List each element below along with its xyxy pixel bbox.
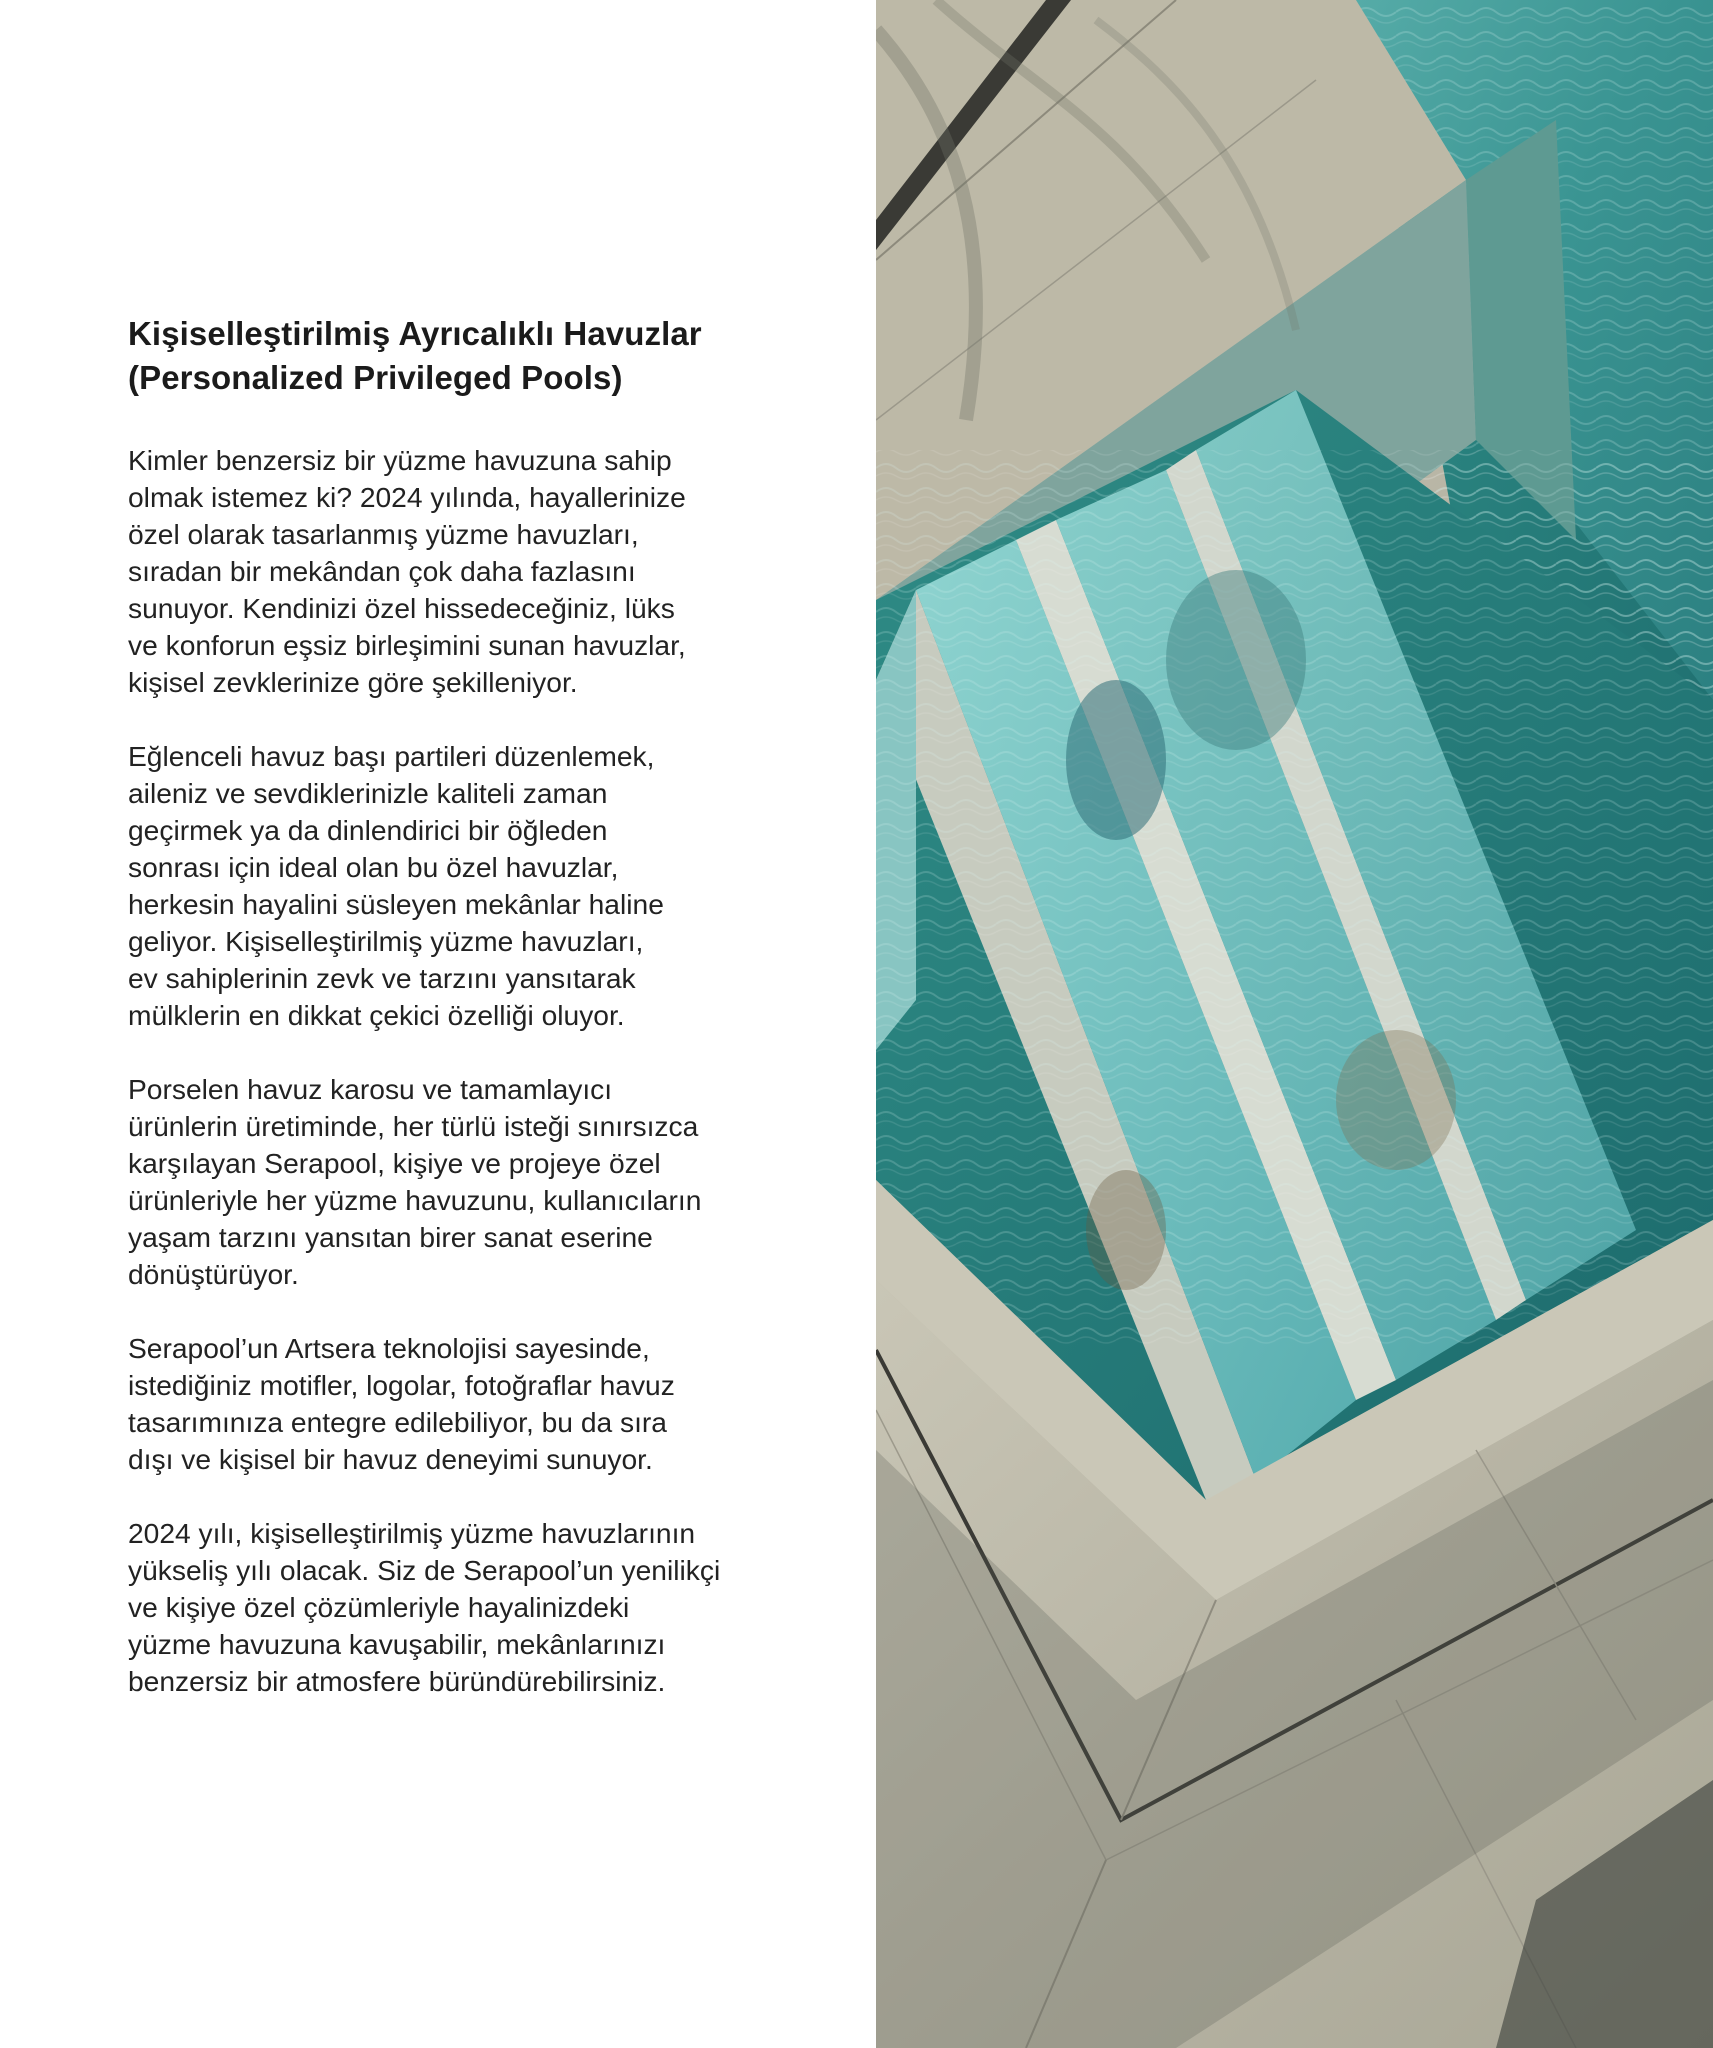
paragraph-line: tasarımınıza entegre edilebiliyor, bu da sıra xyxy=(128,1406,667,1438)
paragraph-line: ev sahiplerinin zevk ve tarzını yansıtarak xyxy=(128,962,636,994)
heading-line-2: (Personalized Privileged Pools) xyxy=(128,359,623,396)
paragraph-line: geliyor. Kişiselleştirilmiş yüzme havuzları, xyxy=(128,925,644,957)
paragraph-line: ürünlerin üretiminde, her türlü isteği sınırsızca xyxy=(128,1110,699,1142)
paragraph-5 xyxy=(128,1515,808,1700)
paragraph-line: dışı ve kişisel bir havuz deneyimi sunuyor. xyxy=(128,1443,653,1475)
paragraph-line: kişisel zevklerinize göre şekilleniyor. xyxy=(128,666,578,698)
paragraph-line: ve kişiye özel çözümleriyle hayalinizdeki xyxy=(128,1591,630,1623)
paragraph-line: geçirmek ya da dinlendirici bir öğleden xyxy=(128,814,608,846)
paragraph-line: istediğiniz motifler, logolar, fotoğraflar havuz xyxy=(128,1369,675,1401)
paragraph-line: ürünleriyle her yüzme havuzunu, kullanıcıların xyxy=(128,1184,702,1216)
article-body xyxy=(128,312,808,1737)
paragraph-line: Porselen havuz karosu ve tamamlayıcı xyxy=(128,1073,613,1105)
paragraph-line: karşılayan Serapool, kişiye ve projeye özel xyxy=(128,1147,661,1179)
paragraph-3 xyxy=(128,1071,808,1293)
paragraph-line: Kimler benzersiz bir yüzme havuzuna sahip xyxy=(128,444,672,476)
paragraph-line: dönüştürüyor. xyxy=(128,1258,299,1290)
paragraph-line: Eğlenceli havuz başı partileri düzenlemek, xyxy=(128,740,655,772)
paragraph-line: ve konforun eşsiz birleşimini sunan havuzlar, xyxy=(128,629,686,661)
paragraph-line: olmak istemez ki? 2024 yılında, hayallerinize xyxy=(128,481,686,513)
paragraph-line: yaşam tarzını yansıtan birer sanat eserine xyxy=(128,1221,653,1253)
paragraph-line: mülklerin en dikkat çekici özelliği oluyor. xyxy=(128,999,625,1031)
paragraph-line: Serapool’un Artsera teknolojisi sayesinde, xyxy=(128,1332,650,1364)
paragraph-line: aileniz ve sevdiklerinizle kaliteli zaman xyxy=(128,777,608,809)
paragraph-line: yükseliş yılı olacak. Siz de Serapool’un yenilikçi xyxy=(128,1554,721,1586)
paragraph-2 xyxy=(128,738,808,1034)
paragraph-line: benzersiz bir atmosfere büründürebilirsiniz. xyxy=(128,1665,666,1697)
paragraph-line: herkesin hayalini süsleyen mekânlar haline xyxy=(128,888,664,920)
heading-line-1: Kişiselleştirilmiş Ayrıcalıklı Havuzlar xyxy=(128,315,702,352)
paragraph-line: sıradan bir mekândan çok daha fazlasını xyxy=(128,555,636,587)
pool-illustration xyxy=(876,0,1713,2048)
paragraph-line: sunuyor. Kendinizi özel hissedeceğiniz, lüks xyxy=(128,592,675,624)
paragraph-line: sonrası için ideal olan bu özel havuzlar, xyxy=(128,851,619,883)
paragraph-line: 2024 yılı, kişiselleştirilmiş yüzme havuzlarının xyxy=(128,1517,696,1549)
paragraph-4 xyxy=(128,1330,808,1478)
article-heading xyxy=(128,312,808,400)
paragraph-1 xyxy=(128,442,808,701)
paragraph-line: özel olarak tasarlanmış yüzme havuzları, xyxy=(128,518,639,550)
pool-steps-photo xyxy=(876,0,1713,2048)
paragraph-line: yüzme havuzuna kavuşabilir, mekânlarınızı xyxy=(128,1628,666,1660)
